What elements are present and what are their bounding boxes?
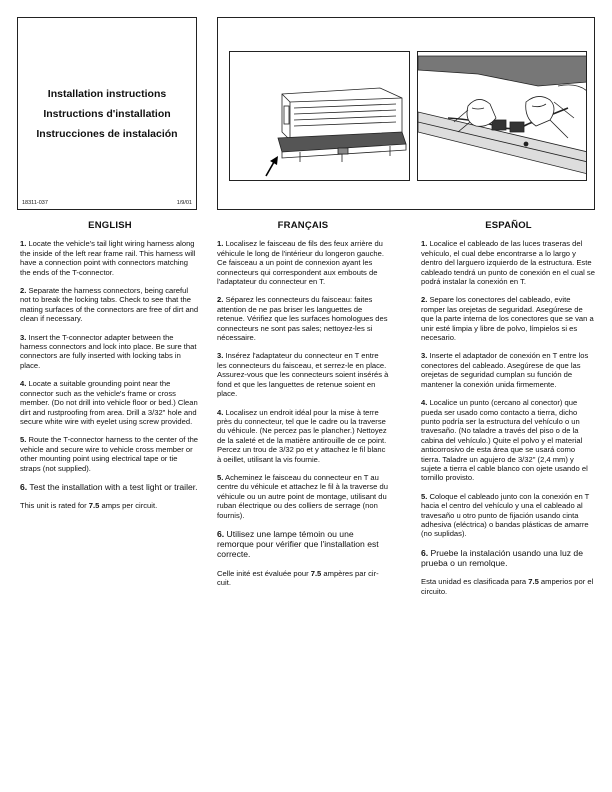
french-column [217,221,389,596]
title-spanish: Instrucciones de instalación [36,128,178,140]
step-text: Pruebe la instalación usando una luz de prueba o un remolque. [421,547,583,568]
step-text: Inserte el adaptador de conexión en T entre los conectores del cableado. Asegúrese de que las orejetas de seguridad cumplan su función de mantener la conexión unida firmemente. [421,351,589,389]
french-step-5 [217,473,389,520]
rating-value: 7.5 [88,501,100,511]
step-text: Localisez un endroit idéal pour la mise à terre près du connecteur, tel que le cadre ou la traverse du véhicule. (Ne percez pas le plancher.) Nettoyez de la saleté et de la matière antirouille de ce point. Percez un trou de 3/32 po et y attachez le fil blanc à oeillet, utilisant la vis fournie. [217,407,387,464]
english-step-6 [20,482,200,492]
french-step-1 [217,239,389,286]
french-step-3 [217,351,389,398]
rating-value: 7.5 [310,568,322,578]
step-number: 4. [20,379,27,389]
step-text: Coloque el cableado junto con la conexión en T hacia el centro del vehículo y una el cableado al travesaño u otro punto de fijación usando cinta adhesiva (eléctrica) o bandas plásticas de amarre (no suplidas). [421,491,590,539]
spanish-step-5 [421,492,596,539]
step-text: Localice un punto (cercano al conector) que pueda ser usado como contacto a tierra, dicho punto podría ser la estructura del vehículo o un travesaño. (No taladre a través del piso o de la cabina del vehículo.) Quite el polvo y el material anticorrosivo de esta área que se usará como tierra. Taladre un agujero de 3/32" (2,4 mm) y sujete a tierra el cable blanco con ojete usando el tornillo provisto. [421,398,588,483]
english-step-4 [20,379,200,426]
title-lines [18,84,196,144]
step-text: Locate the vehicle's tail light wiring harness along the inside of the left rear frame rail. This harness will have a connection point with connectors matching the ends of the T-connector. [20,239,196,277]
step-text: Locate a suitable grounding point near the connector such as the vehicle's frame or cross member. (Do not drill into vehicle floor or bed.) Clean dirt and rustproofing from area. Drill a 3/32" hole and secure white wire with eyelet using screw provided. [20,379,198,426]
step-number: 5. [20,435,27,445]
rating-suffix: ampères par cir-cuit. [217,568,379,587]
step-number: 2. [217,295,224,305]
step-text: Route the T-connector harness to the center of the vehicle and secure wire to vehicle cross member or other mounting point using electrical tape or tie straps (not supplied). [20,435,199,473]
english-step-3 [20,333,200,371]
rating-prefix: This unit is rated for [20,501,89,511]
french-rating [217,569,389,588]
title-box [17,17,197,210]
figure-connector-install [417,51,587,181]
step-text: Localice el cableado de las luces traseras del vehículo, el cual debe encontrarse a lo largo y dentro del larguero izquierdo de la estructura. Este cableado tendrá un punto de conexión en el cual se podrá instalar la conexión en T. [421,239,595,287]
step-number: 1. [217,239,224,249]
spanish-rating [421,577,596,596]
step-text: Utilisez une lampe témoin ou une remorque pour vérifier que l'installation est correcte. [217,528,379,560]
vehicle-rear-illustration [230,52,410,181]
english-column [20,221,200,520]
document-number: 18311-037 [22,200,48,206]
step-number: 3. [421,351,428,361]
step-text: Test the installation with a test light or trailer. [27,481,198,492]
spanish-step-6 [421,548,596,568]
english-step-5 [20,435,200,473]
step-text: Séparez les connecteurs du faisceau: faites attention de ne pas briser les languettes de retenue. Vérifiez que les surfaces homologues des connecteurs ne sont pas sales; nettoyez-les si nécessaire. [217,295,388,343]
rating-prefix: Esta unidad es clasificada para [421,577,529,587]
step-text: Localisez le faisceau de fils des feux arrière du véhicule le long de l'intérieur du longeron gauche. Ce faisceau a un point de connexion ayant les connecteurs qui correspondent aux embouts de l'adaptateur du connecteur en T. [217,239,384,287]
step-text: Separe los conectores del cableado, evite romper las orejetas de seguridad. Asegúrese de que la parte interna de los conectores que se van a unir esté limpia y libre de polvo, límpielos si es necesario. [421,295,594,343]
step-text: Insert the T-connector adapter between the harness connectors and lock into place. Be sure that connectors are fully inserted with locking tabs in place. [20,332,197,370]
step-number: 4. [421,398,428,408]
step-number: 2. [20,286,27,296]
french-step-2 [217,295,389,342]
connector-install-illustration [418,52,587,181]
step-number: 5. [217,472,224,482]
step-text: Acheminez le faisceau du connecteur en T au centre du véhicule et attachez le fil à la traverse du véhicule ou un autre point de montage, utilisant du ruban électrique ou des colliers de serrage (non fournis). [217,472,388,520]
step-number: 5. [421,491,428,501]
step-number: 1. [421,239,428,249]
spanish-step-1 [421,239,596,286]
step-number: 6. [421,547,429,558]
step-text: Separate the harness connectors, being careful not to break the locking tabs. Check to see that the mating surfaces of the connectors are free of dirt and clean if necessary. [20,286,199,324]
rating-suffix: amps per circuit. [99,501,158,511]
step-text: Insérez l'adaptateur du connecteur en T entre les connecteurs du faisceau, et serrez-le en place. Assurez-vous que les connecteurs soient insérés à fond et que les languettes de retenue soient en place. [217,351,389,399]
french-step-6 [217,529,389,560]
step-number: 3. [20,332,27,342]
step-number: 6. [20,481,28,492]
french-heading: FRANÇAIS [277,220,329,231]
spanish-heading: ESPAÑOL [485,220,532,231]
figure-vehicle-rear [229,51,410,181]
spanish-step-2 [421,295,596,342]
spanish-step-4 [421,398,596,483]
french-step-4 [217,408,389,464]
title-english: Installation instructions [47,88,167,100]
rating-value: 7.5 [528,577,539,587]
figures-box [217,17,595,210]
step-number: 3. [217,351,224,361]
rating-suffix: amperios por el circuito. [421,577,594,596]
document-date: 1/9/01 [176,200,192,206]
step-number: 6. [217,528,225,539]
rating-prefix: Celle inité est évaluée pour [217,568,311,578]
english-step-2 [20,286,200,324]
english-heading: ENGLISH [88,220,132,231]
step-number: 1. [20,239,27,249]
spanish-column [421,221,596,605]
english-step-1 [20,239,200,277]
spanish-step-3 [421,351,596,389]
title-french: Instructions d'installation [43,108,171,120]
english-rating [20,501,200,510]
step-number: 4. [217,407,224,417]
step-number: 2. [421,295,428,305]
